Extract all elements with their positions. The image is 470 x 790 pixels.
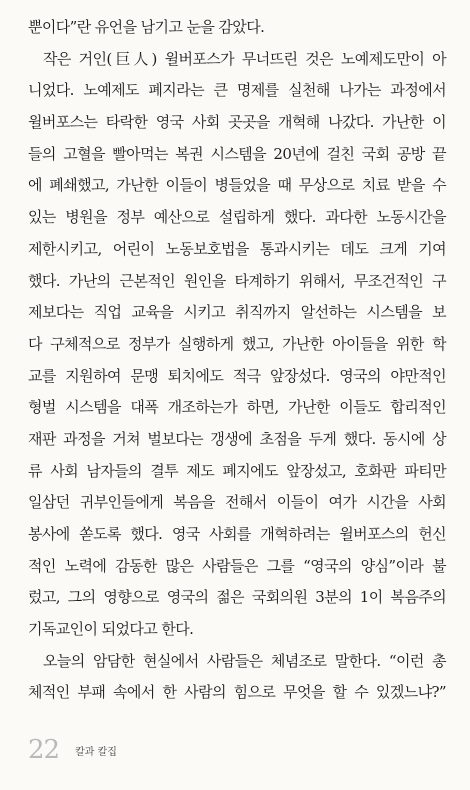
text-line: 뿐이다”란 유언을 남기고 눈을 감았다. — [28, 18, 265, 36]
running-title: 칼과 칼집 — [75, 746, 117, 758]
text-line: 다 구체적으로 정부가 실행하게 했고, 가난한 아이들을 위한 학 — [28, 334, 446, 353]
text-line: 했다. 가난의 근본적인 원인을 타계하기 위해서, 무조건적인 구 — [28, 271, 446, 290]
text-line: 작은 거인(巨人) 윌버포스가 무너뜨린 것은 노예제도만이 아 — [43, 49, 446, 68]
text-line: 교를 지원하여 문맹 퇴치에도 적극 앞장섰다. 영국의 야만적인 — [28, 366, 446, 385]
text-line: 윌버포스는 타락한 영국 사회 곳곳을 개혁해 나갔다. 가난한 이 — [28, 113, 446, 132]
text-line: 오늘의 암담한 현실에서 사람들은 체념조로 말한다. “이런 총 — [43, 651, 446, 670]
text-line: 있는 병원을 정부 예산으로 설립하게 했다. 과다한 노동시간을 — [28, 208, 446, 227]
text-line: 형벌 시스템을 대폭 개조하는가 하면, 가난한 이들도 합리적인 — [28, 398, 446, 417]
text-line: 에 폐쇄했고, 가난한 이들이 병들었을 때 무상으로 치료 받을 수 — [28, 176, 446, 195]
page-number: 22 — [28, 735, 60, 765]
page-footer — [28, 730, 117, 770]
text-line: 재판 과정을 거쳐 벌보다는 갱생에 초점을 두게 했다. 동시에 상 — [28, 429, 446, 448]
text-line: 들의 고혈을 빨아먹는 복권 시스템을 20년에 걸친 국회 공방 끝 — [28, 144, 446, 163]
text-line: 일삼던 귀부인들에게 복음을 전해서 이들이 여가 시간을 사회 — [28, 493, 446, 512]
text-line: 봉사에 쏟도록 했다. 영국 사회를 개혁하려는 윌버포스의 헌신 — [28, 525, 446, 543]
body-text — [28, 12, 446, 709]
text-line: 렀고, 그의 영향으로 영국의 젊은 국회의원 3분의 1이 복음주의 — [28, 588, 446, 607]
text-line: 적인 노력에 감동한 많은 사람들은 그를 “영국의 양심”이라 불 — [28, 556, 446, 575]
text-line: 류 사회 남자들의 결투 제도 폐지에도 앞장섰고, 호화판 파티만 — [28, 461, 446, 480]
text-line: 제한시키고, 어린이 노동보호법을 통과시키는 데도 크게 기여 — [28, 239, 446, 258]
text-line: 니었다. 노예제도 폐지라는 큰 명제를 실천해 나가는 과정에서 — [28, 81, 446, 100]
text-line: 체적인 부패 속에서 한 사람의 힘으로 무엇을 할 수 있겠느냐?” — [28, 683, 446, 702]
text-line: 제보다는 직업 교육을 시키고 취직까지 알선하는 시스템을 보 — [28, 303, 446, 322]
text-line: 기독교인이 되었다고 한다. — [28, 620, 194, 639]
